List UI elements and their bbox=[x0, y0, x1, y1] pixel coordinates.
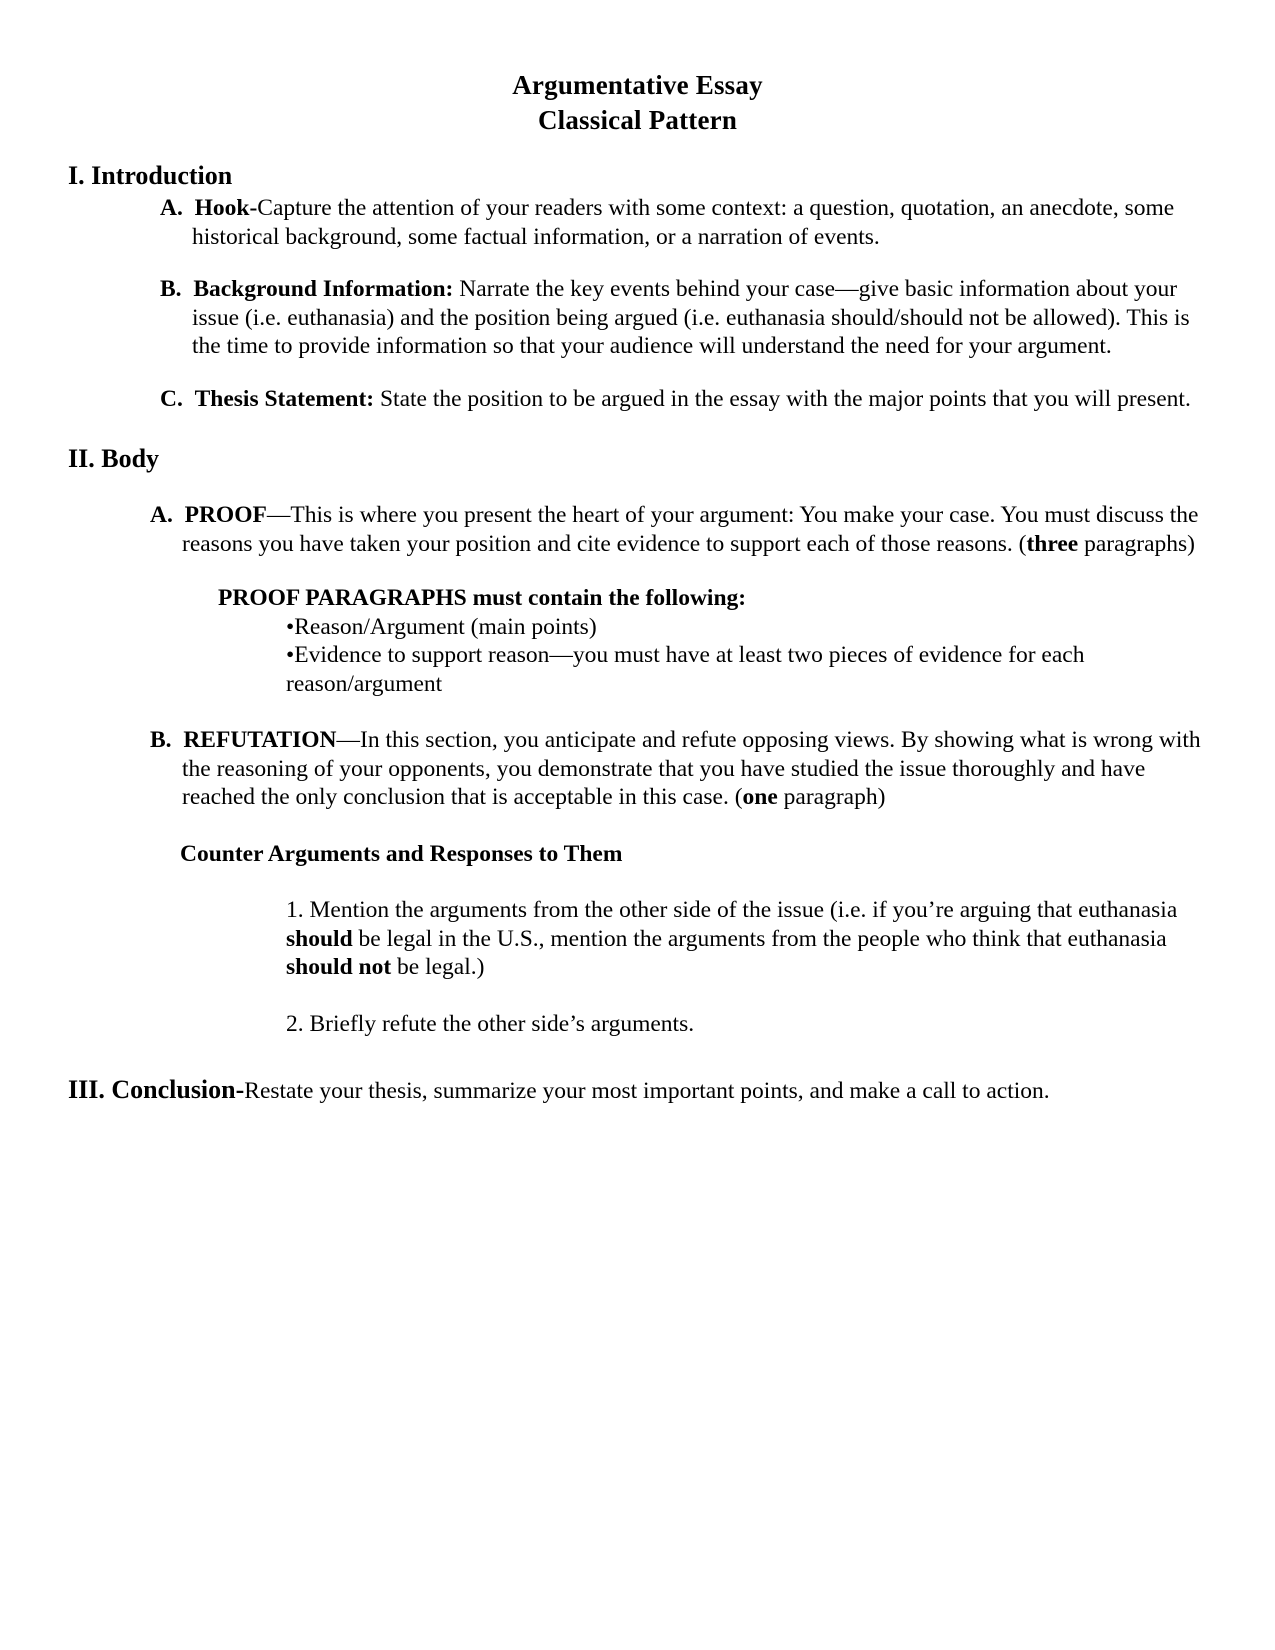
counter-argument-item-1 bbox=[286, 896, 1186, 982]
section-heading-introduction: I. Introduction bbox=[68, 161, 233, 190]
numbered-text-part-2: be legal in the U.S., mention the arguments from the people who think that euthanasia bbox=[352, 925, 1167, 952]
section-conclusion bbox=[68, 1076, 1178, 1106]
outline-item-body-part-2: paragraphs) bbox=[1078, 530, 1196, 557]
proof-paragraphs-heading: PROOF PARAGRAPHS must contain the following: bbox=[218, 585, 747, 611]
section-heading-body: II. Body bbox=[68, 444, 160, 473]
outline-marker: B. bbox=[150, 727, 172, 753]
outline-item-body-part-1: —In this section, you anticipate and refute opposing views. By showing what is wrong with the reasoning of your opponents, you demonstrate that you have studied the issue thoroughly and have reached the only conclusion that is acceptable in this case. ( bbox=[182, 727, 1201, 810]
outline-marker: C. bbox=[160, 385, 183, 412]
numbered-text-part-1: 2. Briefly refute the other side’s arguments. bbox=[286, 1010, 695, 1037]
title-line-secondary: Classical Pattern bbox=[537, 105, 738, 135]
outline-item-body-part-2: paragraph) bbox=[777, 784, 886, 810]
outline-marker: B. bbox=[160, 276, 182, 302]
outline-item-body: Narrate the key events behind your case—give basic information about your issue (i.e. euthanasia) and the position being argued (i.e. euthanasia should/should not be allowed). This is the time to provide information so that your audience will understand the need for your argument. bbox=[192, 276, 1190, 359]
document-body bbox=[68, 160, 1201, 1106]
numbered-emphasis-1: should bbox=[286, 925, 353, 952]
outline-item-body-part-1: —This is where you present the heart of your argument: You make your case. You must discuss the reasons you have taken your position and cite evidence to support each of those reasons. ( bbox=[182, 502, 1199, 557]
outline-marker: A. bbox=[150, 502, 173, 528]
outline-item-lead: Thesis Statement: bbox=[194, 385, 375, 412]
list-item: •Reason/Argument (main points) bbox=[286, 613, 597, 640]
counter-argument-item-2 bbox=[286, 1010, 1186, 1039]
outline-item-thesis-statement bbox=[160, 385, 1210, 414]
title-line-primary: Argumentative Essay bbox=[512, 70, 763, 100]
outline-item-lead: PROOF bbox=[184, 502, 267, 528]
outline-item-lead: REFUTATION bbox=[183, 727, 337, 753]
outline-item-refutation bbox=[150, 726, 1210, 812]
counter-arguments-heading: Counter Arguments and Responses to Them bbox=[180, 840, 623, 867]
numbered-text-part-3: be legal.) bbox=[391, 954, 485, 980]
numbered-text-part-1: 1. Mention the arguments from the other side of the issue (i.e. if you’re arguing that euthanasia bbox=[286, 897, 1178, 923]
outline-item-body: State the position to be argued in the essay with the major points that you will present. bbox=[374, 385, 1191, 412]
outline-item-proof bbox=[150, 501, 1210, 558]
document-title-block bbox=[0, 68, 1275, 138]
section-heading-conclusion: III. Conclusion- bbox=[68, 1075, 245, 1104]
list-item: •Evidence to support reason—you must have at least two pieces of evidence for each reason/argument bbox=[286, 642, 1085, 697]
numbered-emphasis-2: should not bbox=[286, 954, 392, 980]
conclusion-body: Restate your thesis, summarize your most important points, and make a call to action. bbox=[244, 1078, 1050, 1104]
outline-item-emphasis: one bbox=[742, 784, 778, 810]
outline-item-body: Capture the attention of your readers with some context: a question, quotation, an anecdote, some historical background, some factual information, or a narration of events. bbox=[192, 195, 1175, 250]
outline-item-lead: Hook- bbox=[194, 195, 258, 221]
outline-item-emphasis: three bbox=[1026, 530, 1079, 557]
outline-item-hook bbox=[160, 194, 1210, 251]
outline-item-background-information bbox=[160, 275, 1210, 361]
outline-marker: A. bbox=[160, 195, 183, 221]
outline-item-lead: Background Information: bbox=[193, 276, 454, 302]
proof-paragraph-bullet-list bbox=[286, 613, 1086, 699]
